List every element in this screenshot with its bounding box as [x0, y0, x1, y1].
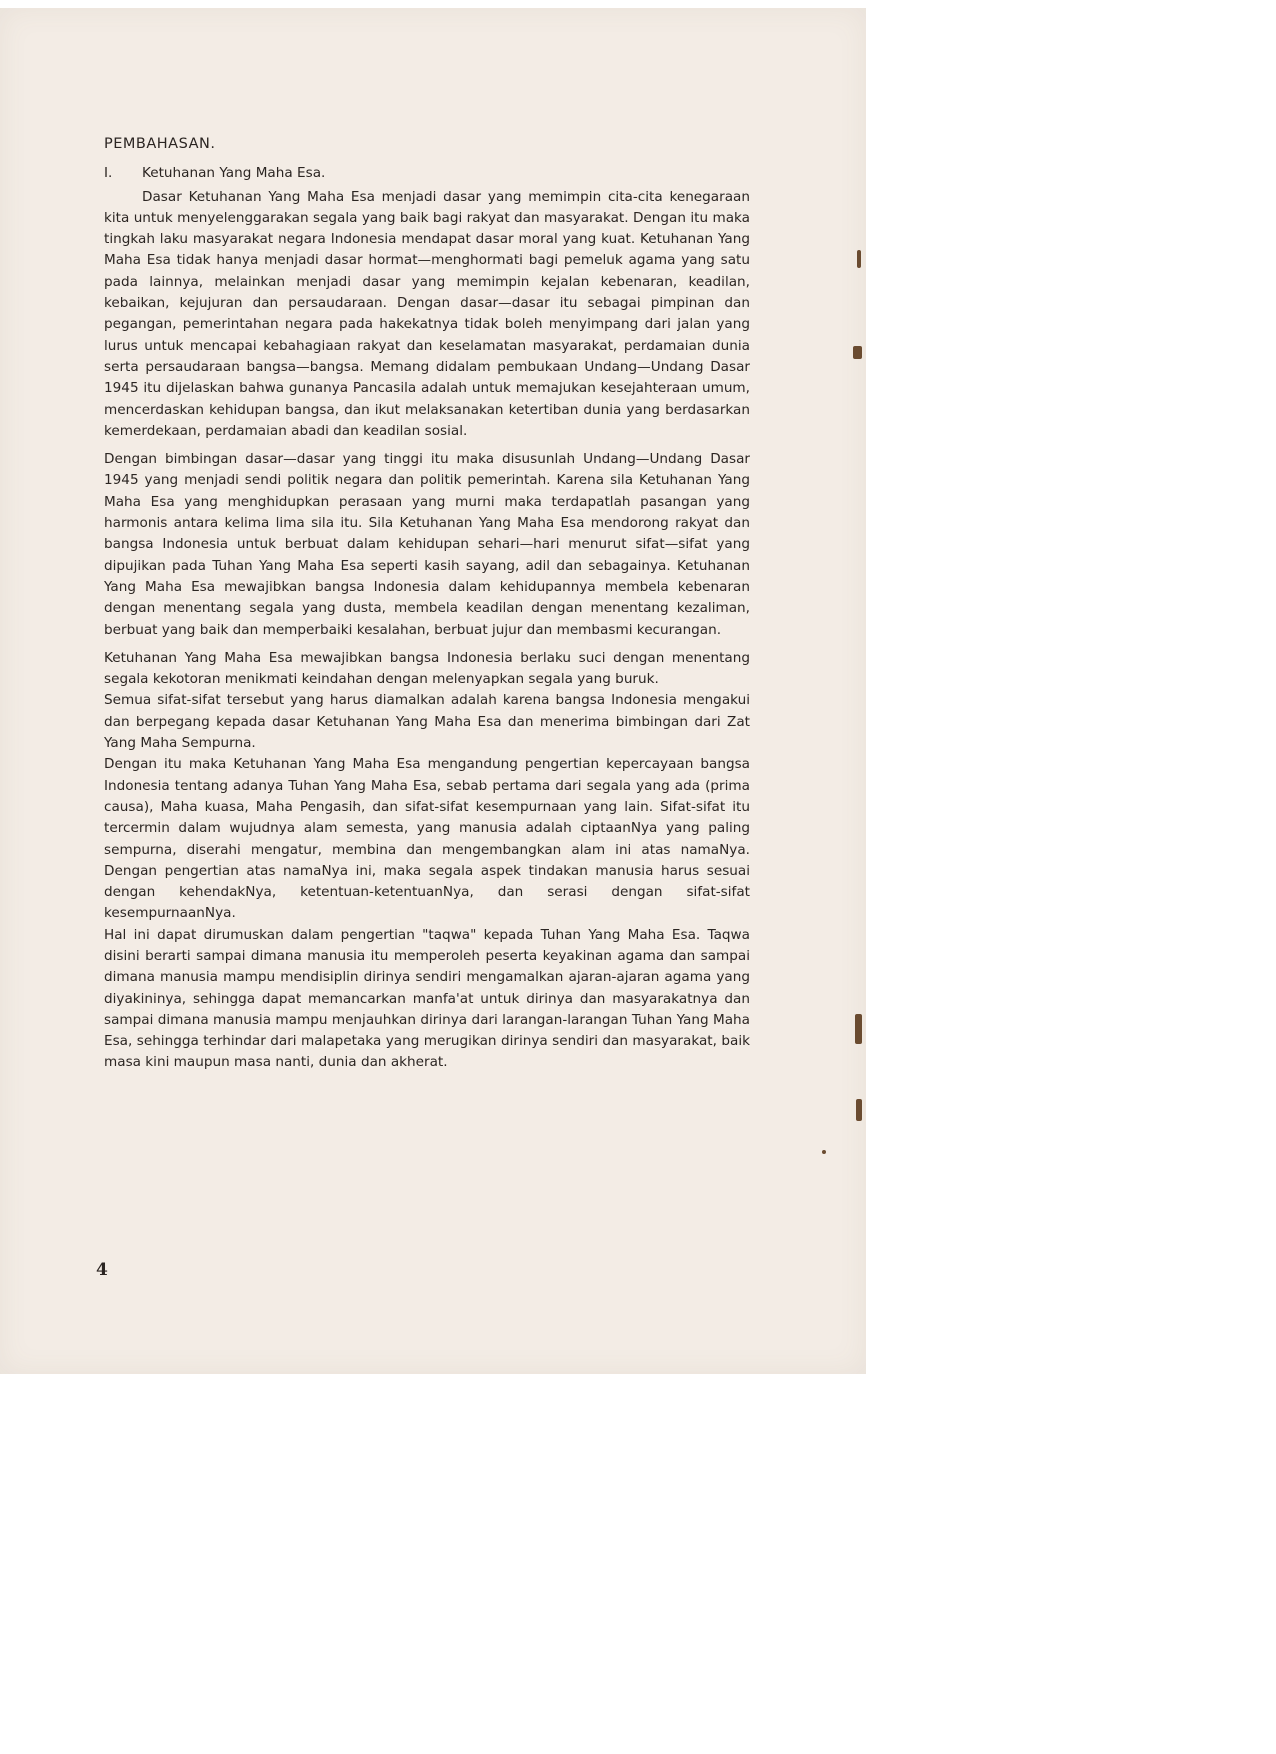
scanned-page	[0, 8, 866, 1374]
binding-mark	[855, 1014, 862, 1044]
section-number: I.	[104, 165, 113, 182]
paragraph-2: Dengan bimbingan dasar—dasar yang tinggi itu maka disusunlah Undang—Undang Dasar 1945 yang menjadi sendi politik negara dan politik pemerintah. Karena sila Ketuhanan Yang Maha Esa yang menghidupkan perasaan yang murni maka terdapatlah pasangan yang harmonis antara kelima lima sila itu. Sila Ketuhanan Yang Maha Esa mendorong rakyat dan bangsa Indonesia untuk berbuat dalam kehidupan sehari—hari menurut sifat—sifat yang dipujikan pada Tuhan Yang Maha Esa seperti kasih sayang, adil dan sebagainya. Ketuhanan Yang Maha Esa mewajibkan bangsa Indonesia dalam kehidupannya membela kebenaran dengan menentang segala yang dusta, membela keadilan dengan menentang kezaliman, berbuat yang baik dan memperbaiki kesalahan, berbuat jujur dan membasmi kecurangan.	[104, 451, 750, 638]
page-heading: PEMBAHASAN.	[104, 136, 216, 152]
binding-mark	[822, 1150, 826, 1154]
binding-mark	[853, 346, 862, 359]
page-content	[104, 134, 750, 1074]
paragraph-3: Ketuhanan Yang Maha Esa mewajibkan bangsa Indonesia berlaku suci dengan menentang segala kekotoran menikmati keindahan dengan melenyapkan segala yang buruk.	[104, 649, 750, 688]
section-title-text: Ketuhanan Yang Maha Esa.	[142, 165, 326, 182]
paragraph-4: Semua sifat-sifat tersebut yang harus diamalkan adalah karena bangsa Indonesia mengakui dan berpegang kepada dasar Ketuhanan Yang Maha Esa dan menerima bimbingan dari Zat Yang Maha Sempurna.	[104, 692, 750, 752]
paragraph-6: Hal ini dapat dirumuskan dalam pengertian "taqwa" kepada Tuhan Yang Maha Esa. Taqwa disini berarti sampai dimana manusia itu memperoleh peserta keyakinan agama dan sampai dimana manusia mampu mendisiplin dirinya sendiri mengamalkan ajaran-ajaran agama yang diyakininya, sehingga dapat memancarkan manfa'at untuk dirinya dan masyarakatnya dan sampai dimana manusia mampu menjauhkan dirinya dari larangan-larangan Tuhan Yang Maha Esa, sehingga terhindar dari malapetaka yang merugikan dirinya sendiri dan masyarakat, baik masa kini maupun masa nanti, dunia dan akherat.	[104, 926, 750, 1071]
binding-mark	[856, 1099, 862, 1121]
paragraph-5: Dengan itu maka Ketuhanan Yang Maha Esa mengandung pengertian kepercayaan bangsa Indonesia tentang adanya Tuhan Yang Maha Esa, sebab pertama dari segala yang ada (prima causa), Maha kuasa, Maha Pengasih, dan sifat-sifat kesempurnaan yang lain. Sifat-sifat itu tercermin dalam wujudnya alam semesta, yang manusia adalah ciptaanNya yang paling sempurna, diserahi mengatur, membina dan mengembangkan alam ini atas namaNya. Dengan pengertian atas namaNya ini, maka segala aspek tindakan manusia harus sesuai dengan kehendakNya, ketentuan-ketentuanNya, dan serasi dengan sifat-sifat kesempurnaanNya.	[104, 756, 750, 922]
binding-mark	[857, 250, 861, 268]
paragraph-1: Dasar Ketuhanan Yang Maha Esa menjadi dasar yang memimpin cita-cita kenegaraan kita untuk menyelenggarakan segala yang baik bagi rakyat dan masyarakat. Dengan itu maka tingkah laku masyarakat negara Indonesia mendapat dasar moral yang kuat. Ketuhanan Yang Maha Esa tidak hanya menjadi dasar hormat—menghormati bagi pemeluk agama yang satu pada lainnya, melainkan menjadi dasar yang memimpin kejalan kebenaran, keadilan, kebaikan, kejujuran dan persaudaraan. Dengan dasar—dasar itu sebagai pimpinan dan pegangan, pemerintahan negara pada hakekatnya tidak boleh menyimpang dari jalan yang lurus untuk mencapai kebahagiaan rakyat dan keselamatan masyarakat, perdamaian dunia serta persaudaraan bangsa—bangsa. Memang didalam pembukaan Undang—Undang Dasar 1945 itu dijelaskan bahwa gunanya Pancasila adalah untuk memajukan kesejahteraan umum, mencerdaskan kehidupan bangsa, dan ikut melaksanakan ketertiban dunia yang berdasarkan kemerdekaan, perdamaian abadi dan keadilan sosial.	[104, 188, 750, 439]
section-title	[104, 163, 750, 184]
page-number: 4	[96, 1260, 108, 1280]
